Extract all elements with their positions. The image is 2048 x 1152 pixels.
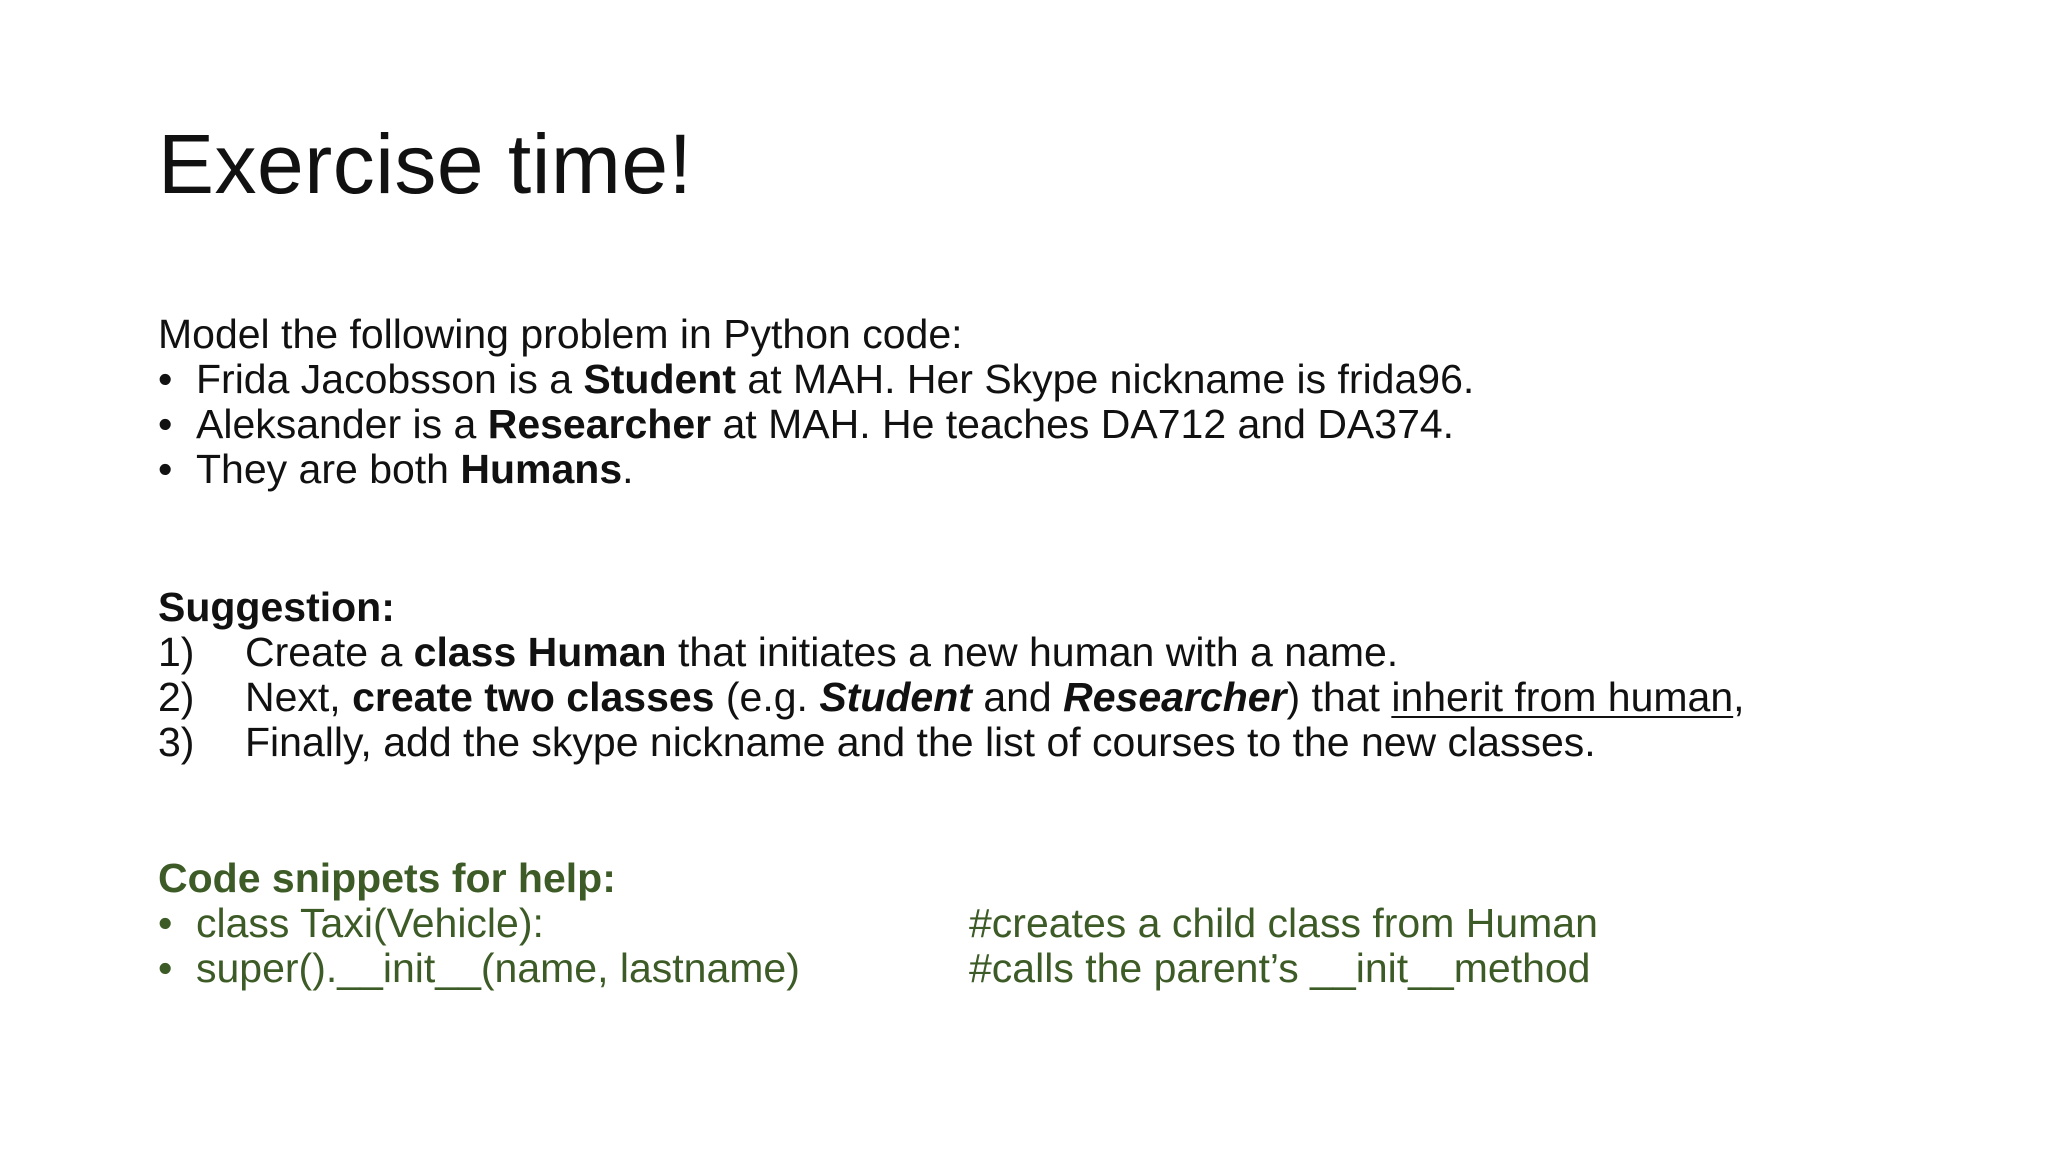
problem-item [158,447,963,492]
problem-item-pre: Aleksander is a [196,401,488,447]
snippet-comment: #calls the parent’s __init__method [969,945,1591,991]
step-pre: Create a [245,629,414,675]
step-bold: class Human [413,629,667,675]
snippet-comment: #creates a child class from Human [969,900,1598,946]
snippet-item [158,900,1598,946]
problem-item-pre: Frida Jacobsson is a [196,356,584,402]
bullet-icon: • [158,401,173,447]
snippets-heading [158,856,616,901]
snippet-item [158,945,1591,991]
problem-item-post: at MAH. Her Skype nickname is frida96. [736,356,1475,402]
suggestion-section [158,584,1745,765]
problem-item-text [196,357,1474,402]
problem-item [158,401,1455,447]
step-bold-italic: Student [819,674,972,720]
problem-item-post: at MAH. He teaches DA712 and DA374. [711,401,1455,447]
step-post: , [1733,674,1745,720]
problem-intro: Model the following problem in Python code: [158,311,963,357]
step-text: Finally, add the skype nickname and the list of courses to the new classes. [245,719,1596,765]
problem-item-bold: Researcher [487,401,712,447]
bullet-icon: • [158,945,173,991]
problem-item-post: . [622,446,634,492]
step-text [245,630,1398,675]
problem-item-text [196,402,1454,447]
snippet-code: class Taxi(Vehicle): [196,900,544,946]
suggestion-step [158,629,1399,675]
step-mid: (e.g. [714,674,820,720]
problem-item-text [196,447,634,492]
problem-section [158,311,1475,492]
suggestion-heading-text: Suggestion: [158,584,395,630]
snippets-heading-text: Code snippets for help: [158,855,616,901]
problem-item-bold: Humans [460,446,623,492]
step-number: 3) [158,719,195,765]
step-mid: ) that [1286,674,1392,720]
step-post: that initiates a new human with a name. [666,629,1399,675]
bullet-icon: • [158,446,173,492]
step-mid: and [971,674,1064,720]
step-number: 1) [158,629,195,675]
suggestion-step [158,719,1596,765]
step-pre: Next, [245,674,353,720]
problem-item-bold: Student [583,356,736,402]
suggestion-step [158,674,1745,720]
step-underline: inherit from human [1391,674,1734,720]
step-bold-italic: Researcher [1063,674,1287,720]
snippet-code: super().__init__(name, lastname) [196,945,800,991]
snippets-section [158,855,1598,991]
slide-title: Exercise time! [158,117,693,211]
problem-item-pre: They are both [196,446,461,492]
bullet-icon: • [158,356,173,402]
suggestion-heading [158,585,395,630]
problem-item [158,356,1475,402]
step-bold: create two classes [352,674,715,720]
step-number: 2) [158,674,195,720]
step-text [245,675,1745,720]
bullet-icon: • [158,900,173,946]
